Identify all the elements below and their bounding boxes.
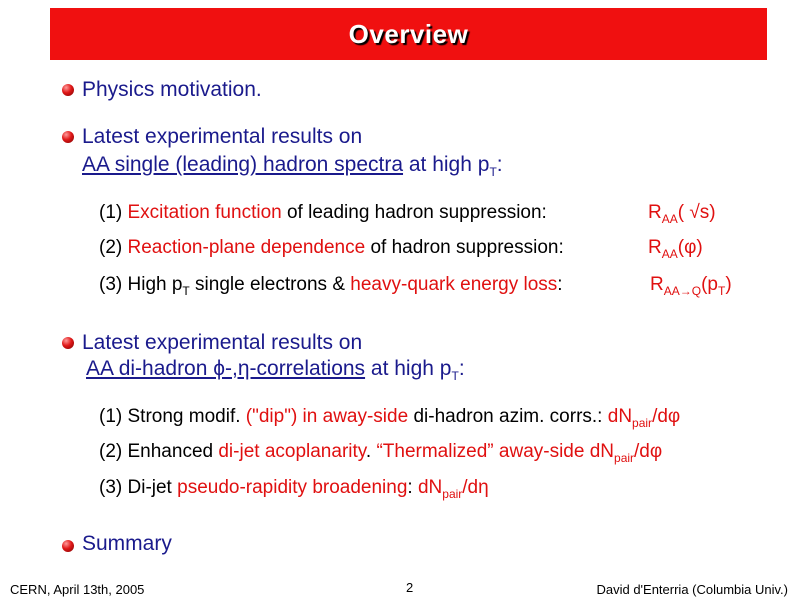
sub-item-t3: (3) Di-jet pseudo-rapidity broadening: $dN_{pair}/d\eta$ bbox=[99, 477, 489, 501]
formula-raa-phi: $R_{AA}(\varphi)$ bbox=[648, 237, 703, 261]
item-summary: Summary bbox=[82, 532, 172, 555]
bullet-icon bbox=[62, 84, 74, 96]
slide-title: Overview bbox=[348, 18, 469, 49]
sub-item-1: (1) Excitation function of leading hadron suppression: bbox=[99, 202, 547, 223]
sub-item-2: (2) Reaction-plane dependence of hadron suppression: bbox=[99, 237, 564, 258]
footer-right: David d'Enterria (Columbia Univ.) bbox=[596, 582, 788, 597]
sub-item-t2: (2) Enhanced di-jet acoplanarity. “Thermalized” away-side $dN_{pair}/d\varphi$ bbox=[99, 441, 663, 465]
sub-item-3: (3) High $p_T$ single electrons & heavy-quark energy loss: bbox=[99, 274, 563, 298]
item-latest-2-line2: AA di-hadron ϕ‐,η‐correlations at high $p_T$: bbox=[86, 357, 465, 384]
page-number: 2 bbox=[406, 580, 414, 595]
bullet-icon bbox=[62, 540, 74, 552]
formula-raa-q: $R_{AA\to Q}(p_T)$ bbox=[650, 274, 732, 298]
sub-item-t1: (1) Strong modif. ("dip") in away-side di-hadron azim. corrs.: $dN_{pair}/d\varphi$ bbox=[99, 406, 681, 430]
item-latest-2: Latest experimental results on bbox=[82, 331, 363, 354]
title-bar bbox=[50, 8, 767, 60]
bullet-icon bbox=[62, 337, 74, 349]
item-latest-1-line2: AA single (leading) hadron spectra at high $p_T$: bbox=[82, 153, 503, 180]
bullet-icon bbox=[62, 131, 74, 143]
item-motivation: Physics motivation. bbox=[82, 78, 262, 101]
single-hadron-link[interactable]: AA single (leading) hadron spectra bbox=[82, 153, 404, 176]
di-hadron-link[interactable]: AA di-hadron ϕ‐,η‐correlations bbox=[86, 357, 366, 380]
formula-raa-sqrts: $R_{AA}$( √s) bbox=[648, 202, 716, 226]
footer-left: CERN, April 13th, 2005 bbox=[10, 582, 145, 597]
item-latest-1: Latest experimental results on bbox=[82, 125, 363, 148]
